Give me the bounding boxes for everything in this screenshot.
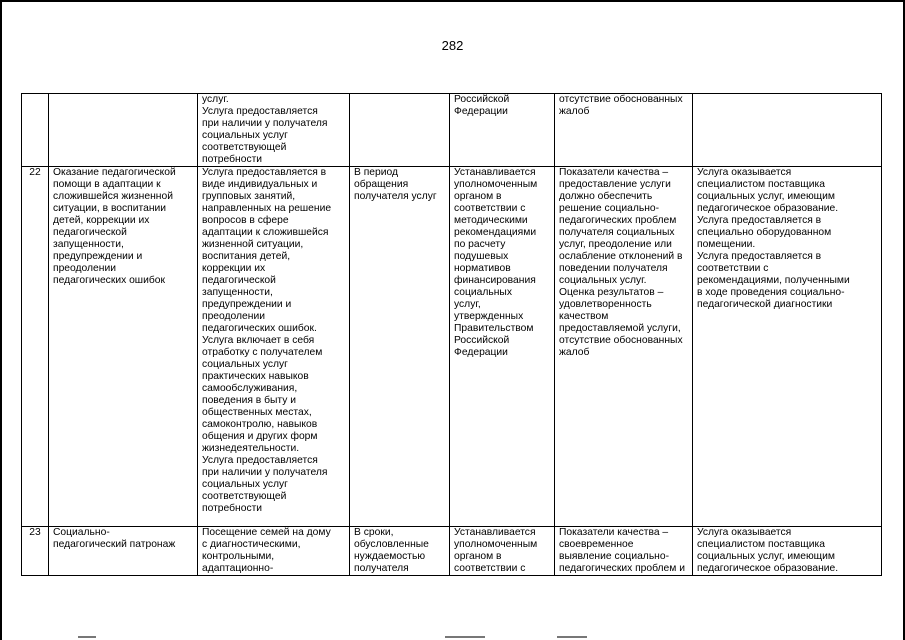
- row-number-cell: [22, 94, 49, 167]
- service-term-cell: [350, 94, 450, 167]
- page-number: 282: [441, 38, 464, 53]
- scan-artifacts: [0, 628, 905, 640]
- table-row: [22, 94, 882, 167]
- table-row: [22, 167, 882, 527]
- service-conditions-cell: [693, 94, 882, 167]
- service-quality-cell: отсутствие обоснованных жалоб: [555, 94, 693, 167]
- scan-mark: [445, 636, 485, 638]
- service-payment-cell: Устанавливается уполномоченным органом в соответствии с: [450, 527, 555, 576]
- service-name-cell: Оказание педагогической помощи в адаптации к сложившейся жизненной ситуации, в воспитании детей, коррекции их педагогической запущенности, предупреждении и преодолении педагогических ошибок: [49, 167, 198, 527]
- service-payment-cell: Российской Федерации: [450, 94, 555, 167]
- service-name-cell: Социально- педагогический патронаж: [49, 527, 198, 576]
- service-name-cell: [49, 94, 198, 167]
- page-border-top: [0, 0, 905, 2]
- row-number-cell: 23: [22, 527, 49, 576]
- service-payment-cell: Устанавливается уполномоченным органом в соответствии с методическими рекомендациями по расчету подушевых нормативов финансирования социальных услуг, утвержденных Правительством Российской Федерации: [450, 167, 555, 527]
- service-description-cell: услуг. Услуга предоставляется при наличии у получателя социальных услуг соответствующей потребности: [198, 94, 350, 167]
- service-quality-cell: Показатели качества – своевременное выявление социально- педагогических проблем и: [555, 527, 693, 576]
- scan-mark: [78, 636, 96, 638]
- service-quality-cell: Показатели качества – предоставление услуги должно обеспечить решение социально- педагогических проблем получателя социальных услуг, преодоление или ослабление отклонений в поведении получателя социальных услуг. Оценка результатов – удовлетворенность качеством предоставляемой услуги, отсутствие обоснованных жалоб: [555, 167, 693, 527]
- service-term-cell: В сроки, обусловленные нуждаемостью получателя: [350, 527, 450, 576]
- service-description-cell: Услуга предоставляется в виде индивидуальных и групповых занятий, направленных на решение вопросов в сфере адаптации к сложившейся жизненной ситуации, воспитания детей, коррекции их педагогической запущенности, предупреждении и преодолении педагогических ошибок. Услуга включает в себя отработку с получателем социальных услуг практических навыков самообслуживания, поведения в быту и общественных местах, самоконтролю, навыков общения и других форм жизнедеятельности. Услуга предоставляется при наличии у получателя социальных услуг соответствующей потребности: [198, 167, 350, 527]
- page-border-left: [0, 0, 2, 640]
- service-term-cell: В период обращения получателя услуг: [350, 167, 450, 527]
- scan-mark: [557, 636, 587, 638]
- service-description-cell: Посещение семей на дому с диагностическими, контрольными, адаптационно-: [198, 527, 350, 576]
- service-conditions-cell: Услуга оказывается специалистом поставщика социальных услуг, имеющим педагогическое образование. Услуга предоставляется в специально оборудованном помещении. Услуга предоставляется в соответствии с рекомендациями, полученными в ходе проведения социально- педагогической диагностики: [693, 167, 882, 527]
- services-table: [21, 93, 882, 576]
- table-row: [22, 527, 882, 576]
- row-number-cell: 22: [22, 167, 49, 527]
- service-conditions-cell: Услуга оказывается специалистом поставщика социальных услуг, имеющим педагогическое образование.: [693, 527, 882, 576]
